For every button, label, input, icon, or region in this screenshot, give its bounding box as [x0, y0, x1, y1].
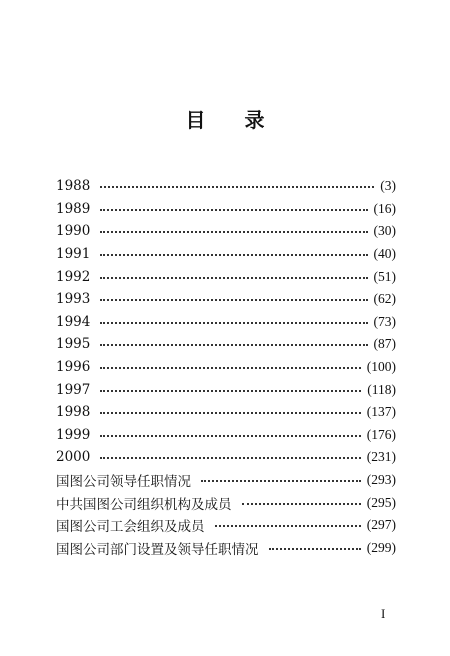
page-folio: I [381, 606, 386, 621]
dot-leader [215, 525, 361, 527]
toc-page-number: (176) [366, 426, 396, 442]
page-title: 目 录 [185, 108, 281, 132]
toc-entry-label: 1998 [56, 404, 91, 421]
toc-entry[interactable] [56, 537, 396, 560]
table-of-contents [56, 175, 396, 559]
toc-entry-label: 1994 [56, 313, 91, 330]
toc-entry-label: 国图公司工会组织及成员 [56, 519, 205, 536]
toc-page-number: (137) [366, 404, 396, 420]
dot-leader [100, 435, 360, 437]
toc-entry[interactable] [56, 446, 396, 469]
toc-page-number: (62) [373, 291, 396, 307]
toc-entry-label: 1992 [56, 268, 91, 285]
toc-entry[interactable] [56, 491, 396, 514]
toc-page-number: (51) [373, 268, 396, 284]
dot-leader [100, 367, 360, 369]
toc-entry-label: 1996 [56, 359, 91, 376]
toc-entry-label: 中共国图公司组织机构及成员 [56, 496, 232, 513]
toc-entry[interactable] [56, 356, 396, 379]
toc-entry[interactable] [56, 175, 396, 198]
dot-leader [100, 299, 367, 301]
dot-leader [100, 457, 360, 459]
toc-entry-label: 1988 [56, 178, 91, 195]
toc-entry-label: 1989 [56, 200, 91, 217]
toc-entry[interactable] [56, 378, 396, 401]
toc-entry[interactable] [56, 265, 396, 288]
toc-page-number: (299) [366, 539, 396, 555]
toc-entry-label: 国图公司部门设置及领导任职情况 [56, 541, 259, 558]
toc-entry-label: 1999 [56, 426, 91, 443]
toc-entry[interactable] [56, 424, 396, 447]
toc-page-number: (118) [367, 381, 396, 397]
toc-entry-label: 国图公司领导任职情况 [56, 474, 191, 491]
toc-page-number: (3) [380, 178, 396, 194]
dot-leader [100, 209, 367, 211]
toc-page-number: (231) [366, 449, 396, 465]
toc-page-number: (73) [373, 313, 396, 329]
toc-entry[interactable] [56, 401, 396, 424]
toc-entry[interactable] [56, 220, 396, 243]
toc-page-number: (100) [366, 359, 396, 375]
dot-leader [242, 503, 361, 505]
toc-entry[interactable] [56, 469, 396, 492]
toc-page-number: (30) [373, 223, 396, 239]
toc-entry-label: 1995 [56, 336, 91, 353]
toc-entry[interactable] [56, 198, 396, 221]
toc-page-number: (295) [366, 494, 396, 510]
toc-entry[interactable] [56, 288, 396, 311]
toc-page-number: (293) [366, 472, 396, 488]
toc-entry[interactable] [56, 333, 396, 356]
dot-leader [100, 412, 360, 414]
toc-page-number: (40) [373, 246, 396, 262]
toc-page-number: (297) [366, 517, 396, 533]
dot-leader [201, 480, 361, 482]
toc-entry[interactable] [56, 514, 396, 537]
toc-entry-label: 1997 [56, 381, 91, 398]
dot-leader [100, 390, 361, 392]
dot-leader [100, 254, 367, 256]
toc-page-number: (16) [373, 200, 396, 216]
toc-page-number: (87) [373, 336, 396, 352]
toc-entry-label: 1993 [56, 291, 91, 308]
dot-leader [100, 186, 374, 188]
dot-leader [100, 231, 367, 233]
toc-entry[interactable] [56, 243, 396, 266]
toc-entry-label: 1990 [56, 223, 91, 240]
dot-leader [269, 548, 361, 550]
toc-entry-label: 2000 [56, 449, 91, 466]
dot-leader [100, 277, 367, 279]
dot-leader [100, 344, 367, 346]
toc-entry-label: 1991 [56, 246, 91, 263]
dot-leader [100, 322, 367, 324]
toc-entry[interactable] [56, 311, 396, 334]
